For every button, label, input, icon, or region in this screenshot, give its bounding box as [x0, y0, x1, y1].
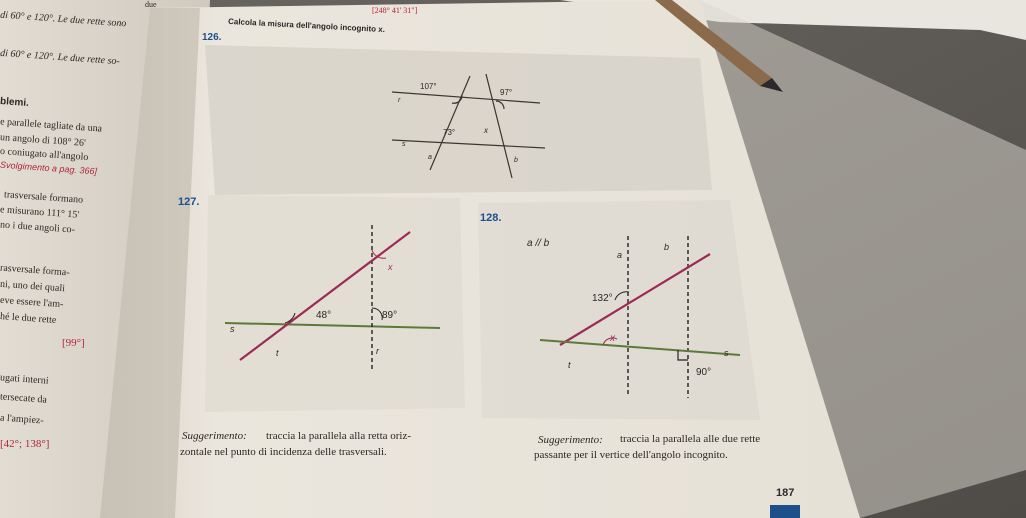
ex128-label-s: s — [724, 348, 729, 358]
left-line-14: hé le due rette — [0, 311, 57, 326]
left-line-3: blemi. — [0, 96, 30, 109]
left-line-7: Svolgimento a pag. 366] — [0, 159, 98, 177]
ex127-label-s: s — [230, 324, 235, 334]
ex126-label-a: a — [428, 154, 432, 161]
ex126-number: 126. — [202, 32, 222, 43]
ex128-number: 128. — [480, 212, 502, 224]
left-line-2: di 60° e 120°. Le due rette so- — [0, 47, 121, 68]
ex127-number: 127. — [178, 196, 200, 208]
left-line-6: o coniugato all'angolo — [0, 145, 89, 164]
left-line-17: tersecate da — [0, 391, 48, 406]
ex128-label-a: a — [617, 250, 623, 260]
left-line-16: ugati interni — [0, 372, 49, 387]
left-line-9: e misurano 111° 15' — [0, 204, 80, 221]
ex127-panel — [205, 195, 465, 412]
top-word: due — [145, 0, 157, 9]
ex126-angle-73: 73° — [443, 128, 456, 137]
ex127-hint-label: Suggerimento: — [182, 430, 247, 442]
left-line-5: un angolo di 108° 26' — [0, 132, 87, 149]
ex126-label-r: r — [398, 97, 401, 104]
left-line-13: eve essere l'am- — [0, 294, 64, 311]
ex128-condition: a // b — [527, 238, 550, 249]
ex126-angle-107: 107° — [420, 82, 437, 91]
left-answer-42-138: [42°; 138°] — [0, 438, 50, 450]
ex127-label-t: t — [276, 348, 279, 358]
left-line-8: trasversale formano — [3, 189, 84, 206]
ex127-hint-text2: zontale nel punto di incidenza delle trasversali. — [180, 446, 387, 458]
ex128-angle-x: x — [610, 333, 615, 344]
ex128-hint-label: Suggerimento: — [538, 434, 603, 446]
ex126-angle-97: 97° — [500, 88, 513, 97]
ex128-hint-text: traccia la parallela alle due rette — [620, 433, 761, 445]
ex128-hint-text2: passante per il vertice dell'angolo incognito. — [534, 449, 728, 461]
left-line-12: ni, uno dei quali — [0, 278, 66, 295]
page-tab — [770, 505, 800, 518]
ex128-angle-90: 90° — [696, 367, 712, 378]
ex126-instruction: Calcola la misura dell'angolo incognito x. — [227, 16, 386, 35]
left-line-1: di 60° e 120°. Le due rette sono — [0, 9, 127, 30]
left-line-18: a l'ampiez- — [0, 412, 45, 427]
top-answer: [248° 41' 31"] — [372, 6, 418, 15]
ex126-label-b: b — [514, 157, 518, 164]
ex128-angle-132: 132° — [592, 293, 613, 304]
ex127-angle-89: 89° — [382, 310, 398, 321]
ex126-label-s: s — [402, 141, 406, 148]
ex127-angle-x: x — [388, 262, 393, 272]
left-line-11: rasversale forma- — [0, 262, 70, 279]
ex127-hint-text: traccia la parallela alla retta oriz- — [266, 430, 412, 442]
left-line-4: e parallele tagliate da una — [0, 116, 103, 135]
left-line-10: no i due angoli co- — [0, 219, 76, 236]
ex127-angle-48: 48° — [316, 310, 332, 321]
ex128-label-t: t — [568, 360, 571, 370]
ex128-label-b: b — [664, 242, 670, 252]
left-answer-99: [99°] — [62, 337, 85, 349]
ex127-label-r: r — [376, 346, 379, 356]
ex126-panel — [205, 45, 712, 195]
page-number: 187 — [776, 487, 795, 499]
ex126-angle-x: x — [484, 126, 488, 135]
